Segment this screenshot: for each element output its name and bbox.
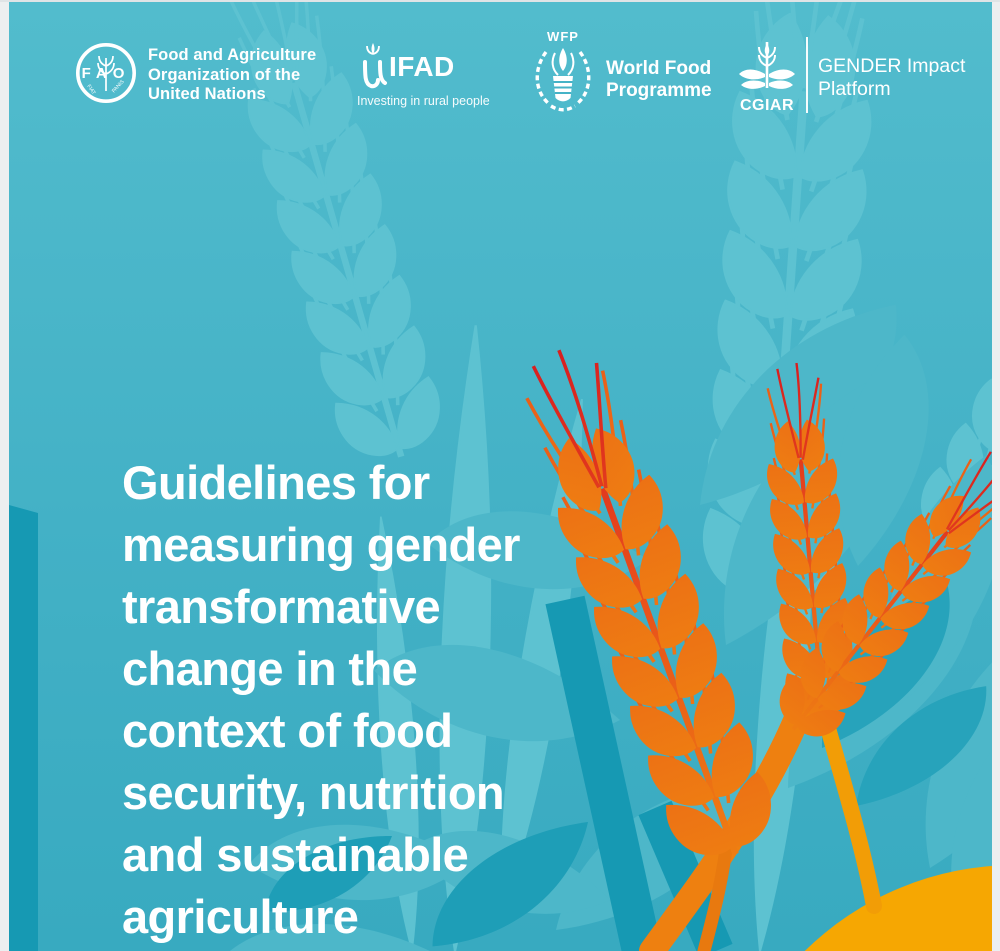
title-line: and sustainable xyxy=(122,828,469,881)
cgiar-platform-line: Platform xyxy=(818,78,891,100)
wfp-logo-icon xyxy=(525,28,601,114)
fao-name-line: Food and Agriculture xyxy=(148,46,317,64)
cgiar-logo-icon xyxy=(737,36,797,116)
wfp-emblem-label: WFP xyxy=(547,29,579,44)
fao-emblem-letters: FAO xyxy=(81,65,131,82)
fao-motto-right: PANIS xyxy=(111,79,126,95)
title-line: agriculture xyxy=(122,890,359,943)
title-line: transformative xyxy=(122,580,441,633)
fao-logo-text xyxy=(148,46,316,105)
title-line: context of food xyxy=(122,704,453,757)
fao-logo-icon xyxy=(74,41,138,105)
title-line: measuring gender xyxy=(122,518,520,571)
wfp-logo-text xyxy=(606,58,712,102)
title-line: change in the xyxy=(122,642,418,695)
cgiar-divider xyxy=(806,37,808,113)
wfp-name-line: World Food xyxy=(606,58,712,79)
cgiar-wordmark: CGIAR xyxy=(739,97,795,114)
title-line: security, nutrition xyxy=(122,766,505,819)
fao-name-line: Organization of the xyxy=(148,65,301,84)
ifad-wordmark: IFAD xyxy=(389,51,455,82)
ifad-tagline: Investing in rural people xyxy=(357,94,490,108)
ifad-logo-icon xyxy=(356,40,390,92)
cgiar-platform-line: GENDER Impact xyxy=(818,55,966,77)
fao-name-line: United Nations xyxy=(148,85,266,103)
fao-motto-left: FIAT xyxy=(85,83,97,97)
wfp-name-line: Programme xyxy=(606,80,712,101)
page-margin-left xyxy=(0,0,9,951)
cgiar-platform-text xyxy=(818,55,965,101)
publication-title xyxy=(122,452,520,948)
logo-band xyxy=(0,0,1000,130)
page-margin-right xyxy=(992,0,1000,951)
title-line: Guidelines for xyxy=(122,456,430,509)
